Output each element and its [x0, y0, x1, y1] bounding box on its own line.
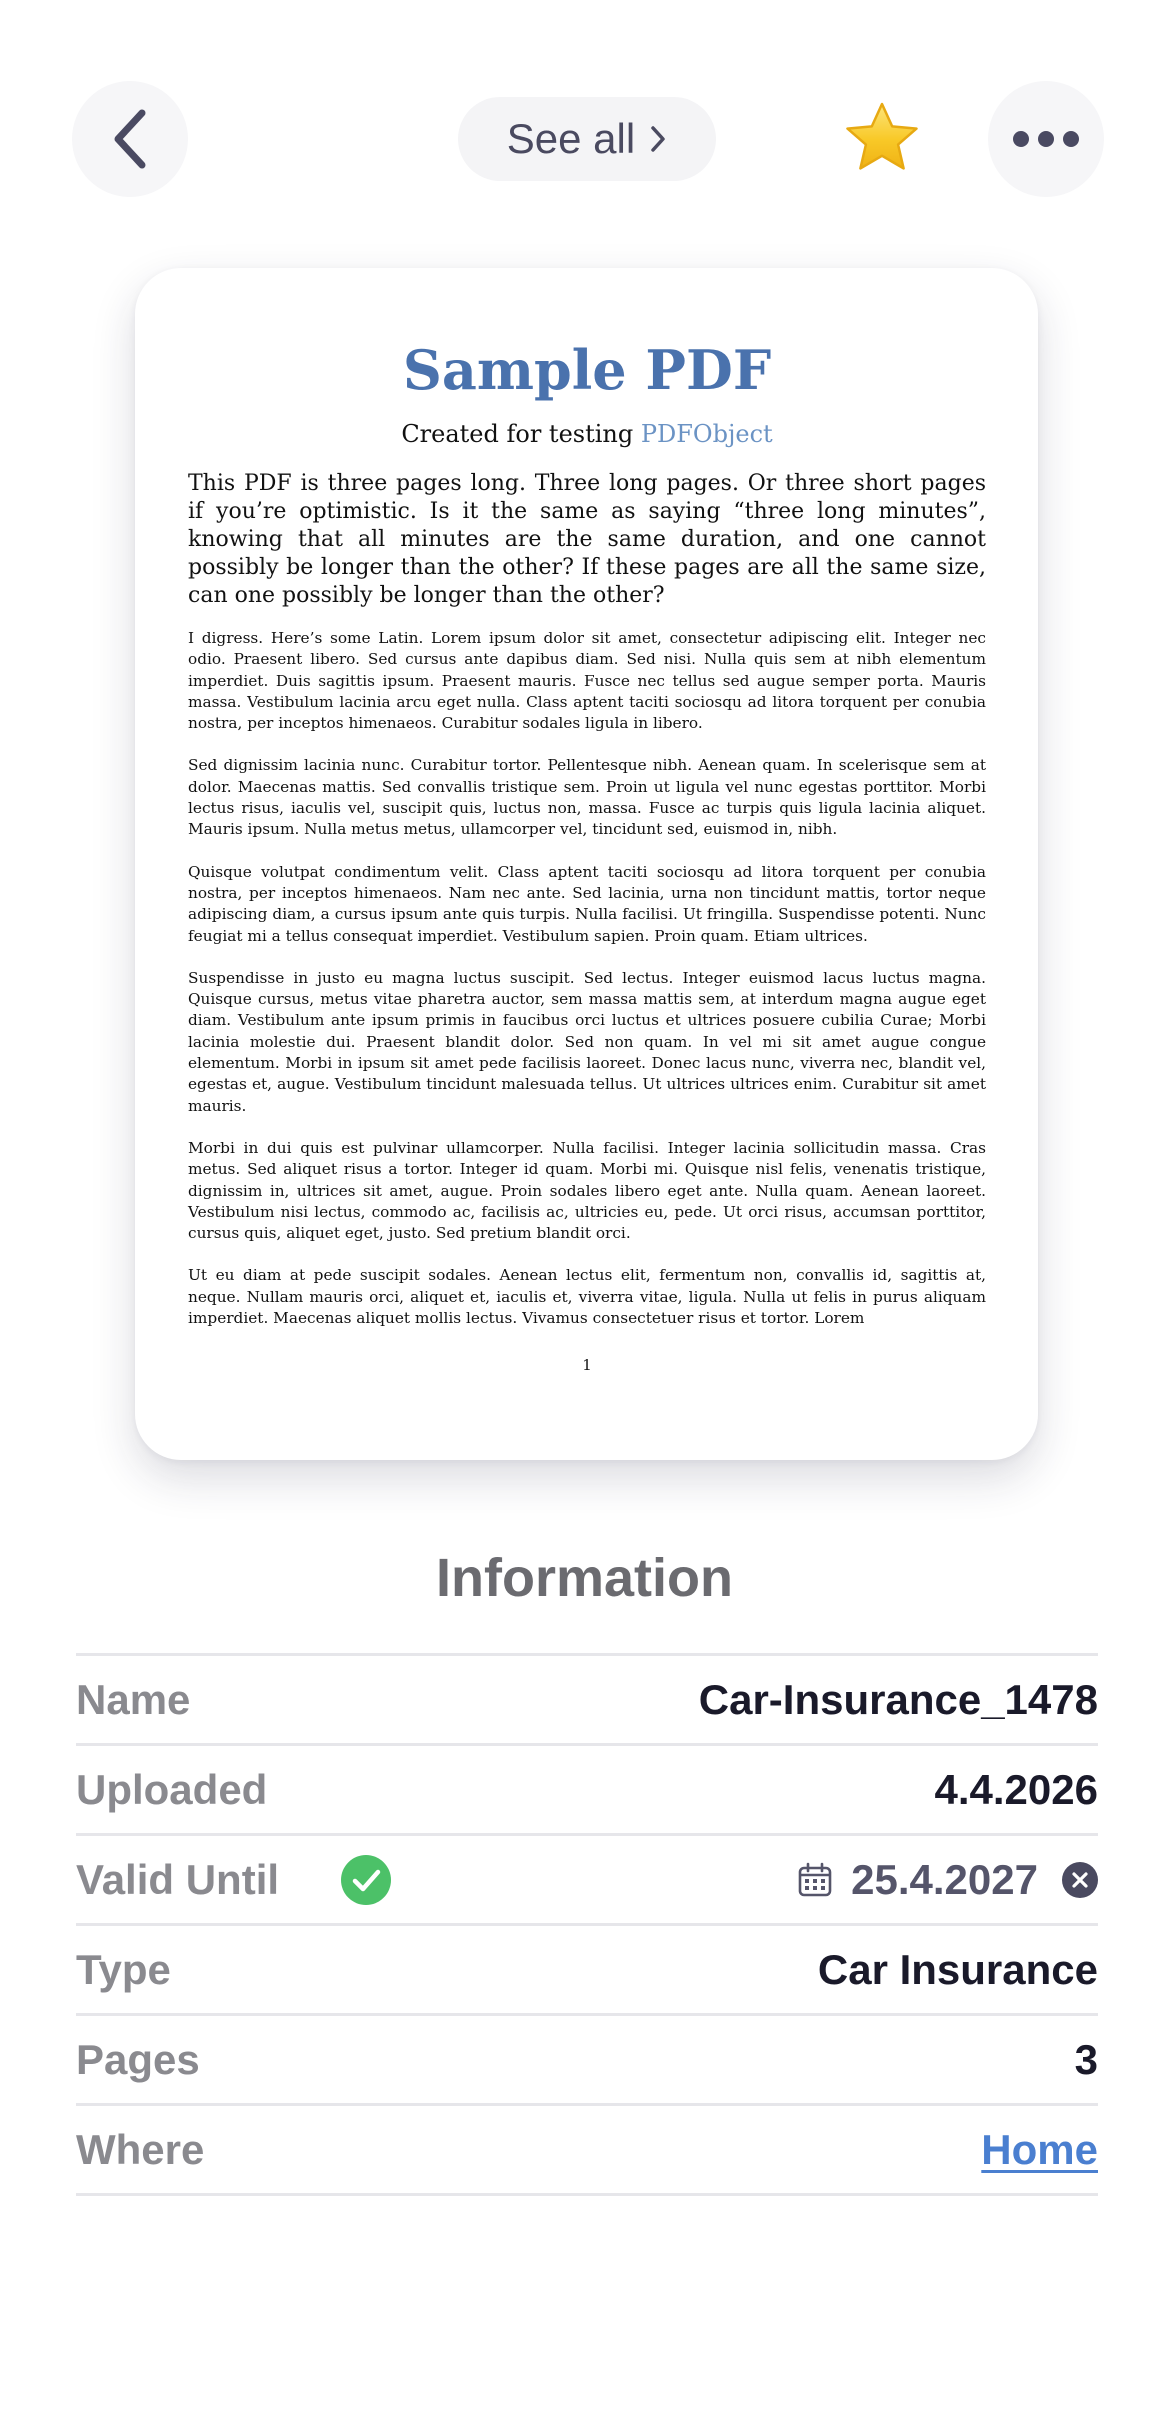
pdf-paragraph: Ut eu diam at pede suscipit sodales. Aenean lectus elit, fermentum non, convallis id, sagittis at, neque. Nullam mauris orci, aliquet et, iaculis et, viverra vitae, ligula. Nulla ut felis in purus aliquam imperdiet. Maecenas aliquet mollis lectus. Vivamus consectetuer risus et tortor. Lorem — [188, 1266, 986, 1328]
info-value-pages: 3 — [1074, 2035, 1098, 2083]
ellipsis-icon — [1012, 130, 1080, 148]
info-label: Type — [76, 1945, 171, 1993]
pdf-page-number: 1 — [582, 1356, 592, 1375]
information-title: Information — [436, 1548, 733, 1608]
pdf-subtitle-link: PDFObject — [640, 420, 773, 448]
calendar-icon — [797, 1862, 833, 1898]
valid-until-date-picker[interactable] — [797, 1856, 1098, 1904]
info-label: Valid Until — [76, 1855, 280, 1903]
info-value-uploaded: 4.4.2026 — [934, 1765, 1098, 1813]
check-circle-icon — [341, 1855, 391, 1905]
star-icon[interactable] — [843, 100, 921, 178]
chevron-left-icon — [108, 107, 152, 171]
pdf-subtitle — [188, 418, 986, 450]
pdf-subtitle-text: Created for testing — [401, 420, 641, 448]
pdf-title: Sample PDF — [402, 338, 772, 402]
where-link[interactable]: Home — [981, 2125, 1098, 2173]
pdf-page — [188, 338, 986, 1375]
info-value-type[interactable]: Car Insurance — [817, 1945, 1098, 1993]
info-row-uploaded — [76, 1746, 1098, 1836]
see-all-label: See all — [506, 115, 636, 162]
pdf-paragraph: Quisque volutpat condimentum velit. Class aptent taciti sociosqu ad litora torquent per conubia nostra, per inceptos himenaeos. Nam nec ante. Sed lacinia, urna non tincidunt mattis, tortor neque adipiscing diam, a cursus ipsum ante quis turpis. Nulla facilisi. Ut fringilla. Suspendisse potenti. Nunc feugiat mi a tellus consequat imperdiet. Vestibulum sapien. Proin quam. Etiam ultrices. — [188, 862, 986, 945]
info-label: Name — [76, 1675, 191, 1723]
see-all-button[interactable] — [458, 97, 716, 181]
back-button[interactable] — [72, 81, 188, 197]
info-label: Where — [76, 2125, 205, 2173]
information-table — [76, 1653, 1098, 2196]
valid-until-date: 25.4.2027 — [851, 1855, 1038, 1903]
pdf-paragraph: Sed dignissim lacinia nunc. Curabitur tortor. Pellentesque nibh. Aenean quam. In scelerisque sem at dolor. Maecenas mattis. Sed convallis tristique sem. Proin ut ligula vel nunc egestas porttitor. Morbi lectus risus, iaculis vel, suscipit quis, luctus non, massa. Fusce ac turpis quis ligula lacinia aliquet. Mauris ipsum. Nulla metus metus, ullamcorper vel, tincidunt sed, euismod in, nibh. — [188, 756, 986, 839]
pdf-preview-card[interactable] — [135, 268, 1038, 1460]
pdf-paragraph: I digress. Here’s some Latin. Lorem ipsum dolor sit amet, consectetur adipiscing elit. Integer nec odio. Praesent libero. Sed cursus ante dapibus diam. Sed nisi. Nulla quis sem at nibh elementum imperdiet. Duis sagittis ipsum. Praesent mauris. Fusce nec tellus sed augue semper porta. Mauris massa. Vestibulum lacinia arcu eget nulla. Class aptent taciti sociosqu ad litora torquent per conubia nostra, per inceptos himenaeos. Curabitur sodales ligula in libero. — [188, 629, 986, 733]
info-row-type — [76, 1926, 1098, 2016]
pdf-lead-paragraph: This PDF is three pages long. Three long pages. Or three short pages if you’re optimistic. Is it the same as saying “three long minutes”, knowing that all minutes are the same duration, and one cannot possibly be longer than the other? If these pages are all the same size, can one possibly be longer than the other? — [188, 471, 986, 608]
info-value-name[interactable]: Car-Insurance_1478 — [698, 1675, 1098, 1723]
pdf-paragraph: Suspendisse in justo eu magna luctus suscipit. Sed lectus. Integer euismod lacus luctus magna. Quisque cursus, metus vitae pharetra auctor, sem massa mattis sem, at interdum magna augue eget diam. Vestibulum ante ipsum primis in faucibus orci luctus et ultrices posuere cubilia Curae; Morbi lacinia molestie dui. Praesent blandit dolor. Sed non quam. In vel mi sit amet augue congue elementum. Morbi in ipsum sit amet pede facilisis laoreet. Donec lacus nunc, viverra nec, blandit vel, egestas et, augue. Vestibulum tincidunt malesuada tellus. Ut ultrices ultrices enim. Curabitur sit amet mauris. — [188, 968, 986, 1115]
pdf-paragraph-clip — [188, 1265, 986, 1329]
more-options-button[interactable] — [988, 81, 1104, 197]
pdf-paragraph: Morbi in dui quis est pulvinar ullamcorper. Nulla facilisi. Integer lacinia sollicitudin massa. Cras metus. Sed aliquet risus a tortor. Integer id quam. Morbi mi. Quisque nisl felis, venenatis tristique, dignissim in, ultrices sit amet, augue. Proin sodales libero eget ante. Nulla quam. Aenean laoreet. Vestibulum nisi lectus, commodo ac, facilisis ac, ultricies eu, pede. Ut orci risus, accumsan porttitor, cursus quis, aliquet eget, justo. Sed pretium blandit orci. — [188, 1138, 986, 1243]
info-label: Uploaded — [76, 1765, 268, 1813]
info-row-where — [76, 2106, 1098, 2196]
close-circle-icon[interactable] — [1062, 1862, 1098, 1898]
chevron-right-icon — [649, 124, 667, 154]
info-row-pages — [76, 2016, 1098, 2106]
info-label: Pages — [76, 2035, 200, 2083]
info-row-valid-until — [76, 1836, 1098, 1926]
info-row-name — [76, 1656, 1098, 1746]
